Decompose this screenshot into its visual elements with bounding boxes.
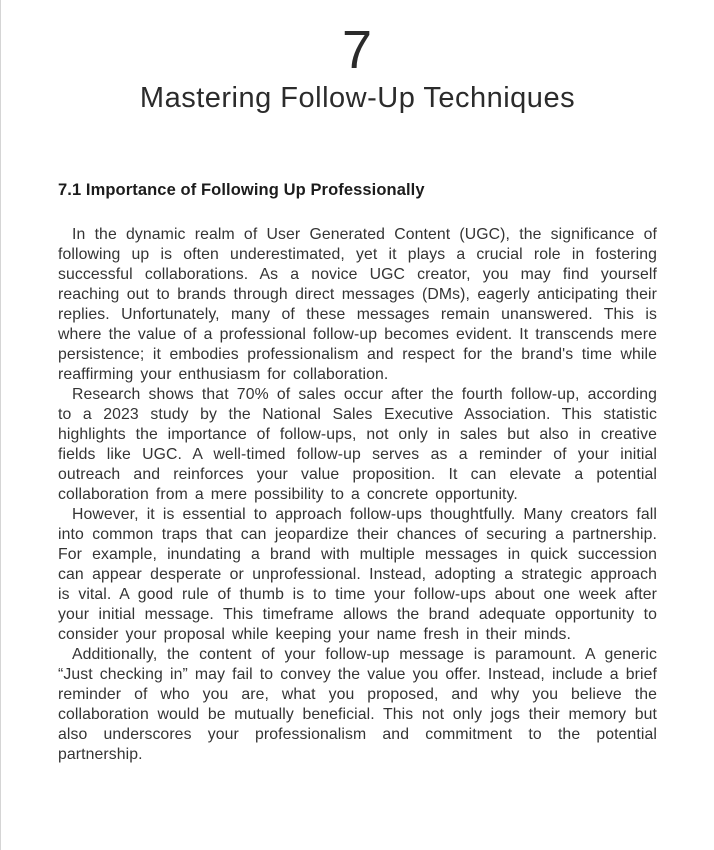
paragraph-message-content: Additionally, the content of your follow-up message is paramount. A generic “Just checking in” may fail to convey the value you offer. Instead, include a brief reminder of who you are, what you proposed, and why you believe the collaboration would be mutually beneficial. This not only jogs their memory but also underscores your professionalism and commitment to the potential partnership. — [58, 646, 657, 763]
section-heading: 7.1 Importance of Following Up Professionally — [58, 181, 425, 199]
chapter-title: Mastering Follow-Up Techniques — [139, 82, 576, 114]
chapter-number: 7 — [341, 20, 374, 80]
paragraph-importance-intro: In the dynamic realm of User Generated Content (UGC), the significance of following up is often underestimated, yet it plays a crucial role in fostering successful collaborations. As a novice UGC creator, you may find yourself reaching out to brands through direct messages (DMs), eagerly anticipating their replies. Unfortunately, many of these messages remain unanswered. This is where the value of a professional follow-up becomes evident. It transcends mere persistence; it embodies professionalism and respect for the brand's time while reaffirming your enthusiasm for collaboration. — [58, 226, 657, 383]
body-text-block — [58, 225, 657, 765]
paragraph-common-traps: However, it is essential to approach follow-ups thoughtfully. Many creators fall into common traps that can jeopardize their chances of securing a partnership. For example, inundating a brand with multiple messages in quick succession can appear desperate or unprofessional. Instead, adopting a strategic approach is vital. A good rule of thumb is to time your follow-ups about one week after your initial message. This timeframe allows the brand adequate opportunity to consider your proposal while keeping your name fresh in their minds. — [58, 506, 657, 643]
paragraph-research-statistic: Research shows that 70% of sales occur after the fourth follow-up, according to a 2023 study by the National Sales Executive Association. This statistic highlights the importance of follow-ups, not only in sales but also in creative fields like UGC. A well-timed follow-up serves as a reminder of your initial outreach and reinforces your value proposition. It can elevate a potential collaboration from a mere possibility to a concrete opportunity. — [58, 386, 657, 503]
